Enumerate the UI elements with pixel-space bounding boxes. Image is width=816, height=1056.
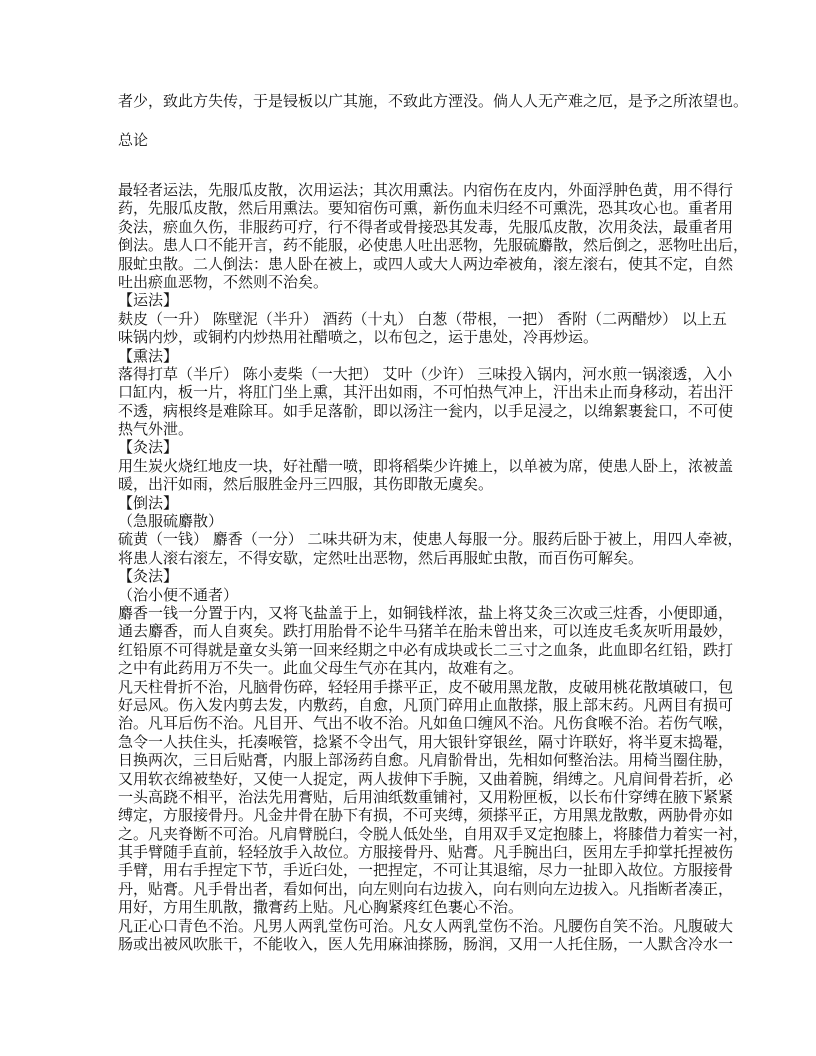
text-line: 味锅内炒，或铜杓内炒热用社醋喷之，以布包之，运于患处，冷再炒运。 bbox=[118, 328, 599, 347]
subsection-heading: 【熏法】 bbox=[118, 346, 179, 365]
body-text bbox=[0, 181, 816, 953]
text-line: 日换两次，三日后贴膏，内服上部汤药自愈。凡肩骱骨出，先相如何整治法。用椅当圈住胁， bbox=[118, 751, 734, 770]
text-line: 手臂，用右手捏定下节，手近臼处，一把捏定，不可让其退缩，尽力一扯即入故位。方服接骨 bbox=[118, 861, 734, 880]
subsection-heading: 【运法】 bbox=[118, 291, 179, 310]
text-line: 麝香一钱一分置于内，又将飞盐盖于上，如铜钱样浓，盐上将艾灸三次或三炷香，小便即通， bbox=[118, 603, 734, 622]
text-line: 通去麝香，而人自爽矣。跌打用胎骨不论牛马猪羊在胎未曾出来，可以连皮毛炙灰听用最妙， bbox=[118, 622, 734, 641]
text-line: 麸皮（一升） 陈壁泥（半升） 酒药（十丸） 白葱（带根，一把） 香附（二两醋炒） 以上五 bbox=[118, 309, 727, 328]
text-line: 倒法。患人口不能开言，药不能服，必使患人吐出恶物，先服硫麝散，然后倒之，恶物吐出后， bbox=[118, 236, 749, 255]
text-line: 落得打草（半斤） 陈小麦柴（一大把） 艾叶（少许） 三味投入锅内，河水煎一锅滚透，入小 bbox=[118, 364, 733, 383]
text-line: 暖，出汗如雨，然后服胜金丹三四服，其伤即散无虞矣。 bbox=[118, 475, 494, 494]
text-line: 肠或出被风吹胀干，不能收入，医人先用麻油搽肠，肠润，又用一人托住肠，一人默含冷水一 bbox=[118, 935, 734, 954]
text-line: 吐出瘀血恶物，不然则不治矣。 bbox=[118, 272, 329, 291]
text-line: 缚定，方服接骨丹。凡金井骨在胁下有损，不可夹缚，须搽平正，方用黑龙散敷，两胁骨亦如 bbox=[118, 806, 734, 825]
text-line: 用生炭火烧红地皮一块，好社醋一喷，即将稻柴少许摊上，以单被为席，使患人卧上，浓被盖 bbox=[118, 456, 734, 475]
text-line: （治小便不通者） bbox=[118, 585, 239, 604]
text-line: 凡正心口青色不治。凡男人两乳堂伤可治。凡女人两乳堂伤不治。凡腰伤自笑不治。凡腹破大 bbox=[118, 916, 734, 935]
text-line: 又用软衣绵被垫好，又使一人捉定，两人拔伸下手腕，又曲着腕，绢缚之。凡肩间骨若折，必 bbox=[118, 769, 734, 788]
text-line: 红铅原不可得就是童女头第一回来经期之中必有成块或长二三寸之血条，此血即名红铅，跌打 bbox=[118, 640, 734, 659]
text-line: 将患人滚右滚左，不得安歇，定然吐出恶物，然后再服虻虫散，而百伤可解矣。 bbox=[118, 548, 644, 567]
text-line: （急服硫麝散） bbox=[118, 512, 224, 531]
text-line: 治。凡耳后伤不治。凡目开、气出不收不治。凡如鱼口缠风不治。凡伤食喉不治。若伤气喉， bbox=[118, 714, 734, 733]
text-line: 好忌风。伤入发内剪去发，内敷药，自愈，凡顶门碎用止血散搽，服上部末药。凡两目有损可 bbox=[118, 695, 734, 714]
text-line: 凡天柱骨折不治，凡脑骨伤碎，轻轻用手搽平正，皮不破用黑龙散，皮破用桃花散填破口，包 bbox=[118, 677, 734, 696]
text-line: 其手臂随手直前，轻轻放手入故位。方服接骨丹、贴膏。凡手腕出臼，医用左手抑掌托捏被伤 bbox=[118, 843, 734, 862]
text-line: 灸法，瘀血久伤，非服药可疗，行不得者或骨接恐其发毒，先服瓜皮散，次用灸法，最重者用 bbox=[118, 217, 734, 236]
text-line: 之。凡夹脊断不可治。凡肩臂脱臼，令脱人低处坐，自用双手叉定抱膝上，将膝借力着实一衬， bbox=[118, 824, 749, 843]
text-line: 之中有此药用万不失一。此血父母生气亦在其内，故难有之。 bbox=[118, 659, 524, 678]
subsection-heading: 【倒法】 bbox=[118, 493, 179, 512]
text-line: 丹，贴膏。凡手骨出者，看如何出，向左则向右边拔入，向右则向左边拔入。凡指断者凑正， bbox=[118, 879, 734, 898]
text-line: 急令一人扶住头，托凑喉管，捻紧不令出气，用大银针穿银丝，隔寸许联好，将半夏末捣罨， bbox=[118, 732, 734, 751]
text-line: 热气外泄。 bbox=[118, 420, 194, 439]
intro-paragraph-line: 者少，致此方失传，于是锓板以广其施，不致此方湮没。倘人人无产难之厄，是予之所浓望也。 bbox=[118, 92, 749, 110]
text-line: 一头高跷不相平，治法先用膏贴，后用油纸数重铺衬，又用粉匣板，以长布什穿缚在腋下紧紧 bbox=[118, 787, 734, 806]
subsection-heading: 【灸法】 bbox=[118, 438, 179, 457]
text-line: 口缸内，板一片，将肛门坐上熏，其汗出如雨，不可怕热气冲上，汗出未止而身移动，若出汗 bbox=[118, 383, 734, 402]
text-line: 不透，病根终是难除耳。如手足落骱，即以汤注一瓮内，以手足浸之，以绵絮裹瓮口，不可使 bbox=[118, 401, 734, 420]
text-line: 最轻者运法，先服瓜皮散，次用运法；其次用熏法。内宿伤在皮内，外面浮肿色黄，用不得行 bbox=[118, 181, 734, 199]
text-line: 服虻虫散。二人倒法：患人卧在被上，或四人或大人两边牵被角，滚左滚右，使其不定，自然 bbox=[118, 254, 734, 273]
subsection-heading: 【灸法】 bbox=[118, 567, 179, 586]
text-line: 硫黄（一钱） 麝香（一分） 二味共研为末，使患人每服一分。服药后卧于被上，用四人牵被， bbox=[118, 530, 743, 549]
text-line: 药，先服瓜皮散，然后用熏法。要知宿伤可熏，新伤血未归经不可熏洗，恐其攻心也。重者用 bbox=[118, 199, 734, 218]
section-heading: 总论 bbox=[118, 131, 149, 149]
text-line: 用好，方用生肌散，撒膏药上贴。凡心胸紧疼红色裹心不治。 bbox=[118, 898, 524, 917]
